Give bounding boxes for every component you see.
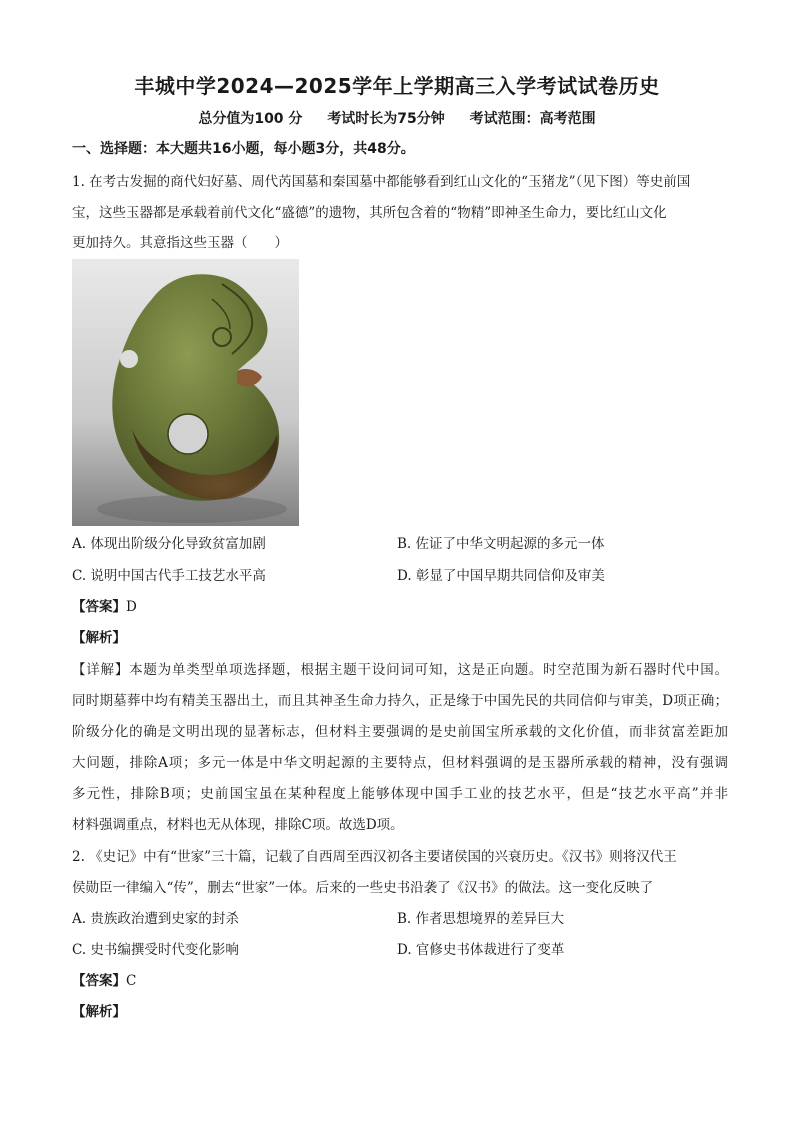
q1-stem-line-2: 宝，这些玉器都是承载着前代文化“盛德”的遗物，其所包含着的“物精”即神圣生命力，要比红山文化 [72, 205, 667, 221]
q1-stem-line-1: 1. 在考古发掘的商代妇好墓、周代芮国墓和秦国墓中都能够看到红山文化的“玉猪龙”（见下图）等史前国 [72, 174, 691, 190]
q2-analysis-heading [72, 1002, 728, 1022]
q1-detail-line-5: 多元性，排除B项；史前国宝虽在某种程度上能够体现中国手工业的技艺水平，但是“技艺水平高”并非 [72, 786, 728, 802]
q1-detail-line-2: 同时期墓葬中均有精美玉器出土，而且其神圣生命力持久，正是缘于中国先民的共同信仰与审美，D项正确； [72, 693, 728, 709]
q2-stem-line-1: 2. 《史记》中有“世家”三十篇，记载了自西周至西汉初各主要诸侯国的兴衰历史。《汉书》则将汉代王 [72, 849, 677, 865]
total-score: 总分值为100 分 [198, 111, 303, 127]
page-title: 丰城中学2024—2025学年上学期高三入学考试试卷历史 [134, 74, 660, 98]
exam-scope: 考试范围：高考范围 [469, 111, 596, 127]
q1-detail-line-4: 大问题，排除A项；多元一体是中华文明起源的主要特点，但材料强调的是玉器所承载的精神，没有强调 [72, 755, 728, 771]
q1-detail-line-3: 阶级分化的确是文明出现的显著标志，但材料主要强调的是史前国宝所承载的文化价值，而非贫富差距加 [72, 724, 728, 740]
q1-answer-label: 【答案】 [72, 599, 126, 615]
q2-option-d: D. 官修史书体裁进行了变革 [397, 942, 565, 958]
q2-stem-line-2: 侯勋臣一律编入“传”，删去“世家”一体。后来的一些史书沿袭了《汉书》的做法。这一变化反映了 [72, 880, 654, 896]
q2-answer-value: C [126, 973, 137, 989]
q1-answer [72, 597, 728, 617]
q1-stem-line-3: 更加持久。其意指这些玉器（ ） [72, 235, 288, 251]
exam-duration: 考试时长为75分钟 [327, 111, 445, 127]
q1-analysis-heading [72, 628, 728, 648]
exam-meta [0, 108, 794, 128]
q2-analysis-label: 【解析】 [72, 1004, 126, 1020]
q1-option-a: A. 体现出阶级分化导致贫富加剧 [72, 536, 266, 552]
q1-option-b: B. 佐证了中华文明起源的多元一体 [397, 536, 605, 552]
q2-option-b: B. 作者思想境界的差异巨大 [397, 911, 565, 927]
q1-option-d: D. 彰显了中国早期共同信仰及审美 [397, 568, 605, 584]
q1-detail-line-1: 【详解】本题为单类型单项选择题，根据主题干设问词可知，这是正向题。时空范围为新石器时代中国。 [72, 662, 728, 678]
q1-option-c: C. 说明中国古代手工技艺水平高 [72, 568, 266, 584]
q2-answer-label: 【答案】 [72, 973, 126, 989]
q2-option-c: C. 史书编撰受时代变化影响 [72, 942, 239, 958]
q1-detail-line-6: 材料强调重点，材料也无从体现，排除C项。故选D项。 [72, 817, 404, 833]
jade-pig-dragon-image [72, 259, 299, 526]
q1-answer-value: D [126, 599, 137, 615]
q2-answer [72, 971, 728, 991]
q1-analysis-label: 【解析】 [72, 630, 126, 646]
section-heading: 一、选择题：本大题共16小题，每小题3分，共48分。 [72, 141, 415, 157]
q2-option-a: A. 贵族政治遭到史家的封杀 [72, 911, 239, 927]
